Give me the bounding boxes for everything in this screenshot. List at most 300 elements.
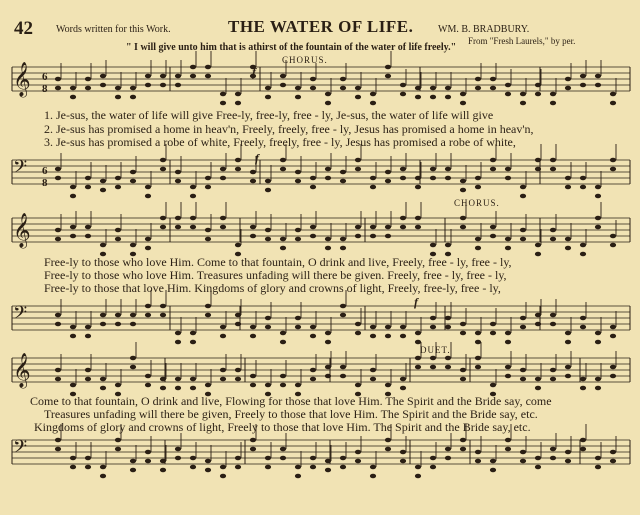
bass-clef-icon: 𝄢 bbox=[13, 437, 28, 462]
note-head bbox=[130, 356, 136, 361]
note-head bbox=[235, 92, 241, 97]
note-head bbox=[205, 304, 211, 309]
note-head bbox=[505, 92, 511, 97]
note-head bbox=[250, 438, 256, 443]
note-head bbox=[220, 465, 226, 470]
note-head bbox=[160, 74, 166, 79]
note-head bbox=[505, 340, 511, 345]
note-head bbox=[520, 325, 526, 330]
note-head bbox=[265, 228, 271, 233]
forte-dynamic: f bbox=[252, 65, 256, 79]
lyric-line: 2. Je-sus has promised a home in heav'n, Freely, freely, free - ly, Jesus has promised a home in heav'n, bbox=[44, 122, 534, 136]
note-head bbox=[445, 316, 451, 321]
note-head bbox=[130, 86, 136, 91]
note-head bbox=[85, 368, 91, 373]
note-head bbox=[130, 468, 136, 473]
note-head bbox=[280, 246, 286, 251]
note-head bbox=[355, 383, 361, 388]
note-head bbox=[130, 179, 136, 184]
note-head bbox=[205, 228, 211, 233]
note-head bbox=[70, 234, 76, 239]
note-head bbox=[400, 325, 406, 330]
note-head bbox=[100, 474, 106, 479]
note-head bbox=[100, 377, 106, 382]
note-head bbox=[85, 377, 91, 382]
note-head bbox=[235, 158, 241, 163]
note-head bbox=[175, 170, 181, 175]
note-head bbox=[340, 374, 346, 379]
note-head bbox=[145, 459, 151, 464]
lyric-line: Free-ly to those that love Him. Kingdoms of glory and crowns of light, Freely, free-ly, free - ly, bbox=[44, 281, 501, 295]
note-head bbox=[100, 322, 106, 327]
note-head bbox=[610, 167, 616, 172]
note-head bbox=[310, 368, 316, 373]
note-head bbox=[505, 246, 511, 251]
note-head bbox=[610, 325, 616, 330]
note-head bbox=[415, 95, 421, 100]
note-head bbox=[310, 325, 316, 330]
note-head bbox=[370, 334, 376, 339]
note-head bbox=[550, 322, 556, 327]
note-head bbox=[160, 313, 166, 318]
note-head bbox=[355, 95, 361, 100]
note-head bbox=[370, 176, 376, 181]
note-head bbox=[70, 334, 76, 339]
note-head bbox=[310, 176, 316, 181]
note-head bbox=[460, 368, 466, 373]
note-head bbox=[520, 377, 526, 382]
note-head bbox=[535, 92, 541, 97]
note-head bbox=[70, 325, 76, 330]
note-head bbox=[295, 179, 301, 184]
note-head bbox=[535, 456, 541, 461]
note-head bbox=[130, 365, 136, 370]
note-head bbox=[310, 86, 316, 91]
note-head bbox=[385, 438, 391, 443]
note-head bbox=[415, 474, 421, 479]
note-head bbox=[610, 374, 616, 379]
note-head bbox=[400, 225, 406, 230]
note-head bbox=[310, 225, 316, 230]
note-head bbox=[340, 179, 346, 184]
note-head bbox=[85, 234, 91, 239]
note-head bbox=[460, 322, 466, 327]
note-head bbox=[505, 374, 511, 379]
note-head bbox=[55, 313, 61, 318]
note-head bbox=[430, 243, 436, 248]
clefs bbox=[13, 62, 31, 462]
note-head bbox=[175, 377, 181, 382]
note-head bbox=[265, 383, 271, 388]
note-head bbox=[400, 83, 406, 88]
duet-marker: DUET. bbox=[420, 345, 451, 355]
note-head bbox=[610, 158, 616, 163]
note-head bbox=[280, 340, 286, 345]
note-head bbox=[55, 447, 61, 452]
note-head bbox=[115, 228, 121, 233]
note-head bbox=[295, 95, 301, 100]
note-head bbox=[205, 176, 211, 181]
note-head bbox=[595, 194, 601, 199]
note-head bbox=[250, 179, 256, 184]
note-head bbox=[115, 86, 121, 91]
note-head bbox=[460, 331, 466, 336]
note-head bbox=[505, 447, 511, 452]
note-head bbox=[85, 185, 91, 190]
note-head bbox=[280, 158, 286, 163]
note-head bbox=[595, 225, 601, 230]
note-head bbox=[100, 313, 106, 318]
note-head bbox=[100, 188, 106, 193]
note-head bbox=[115, 185, 121, 190]
lyric-line: 1. Je-sus, the water of life will give Free-ly, free-ly, free - ly, Je-sus, the water of life will give bbox=[44, 108, 494, 122]
note-head bbox=[235, 243, 241, 248]
note-head bbox=[400, 377, 406, 382]
note-head bbox=[175, 447, 181, 452]
hymn-title: THE WATER OF LIFE. bbox=[228, 17, 414, 36]
note-head bbox=[610, 459, 616, 464]
note-head bbox=[145, 74, 151, 79]
note-head bbox=[415, 356, 421, 361]
note-head bbox=[430, 86, 436, 91]
note-head bbox=[250, 234, 256, 239]
note-head bbox=[295, 325, 301, 330]
note-head bbox=[220, 474, 226, 479]
note-head bbox=[445, 456, 451, 461]
note-head bbox=[115, 383, 121, 388]
note-head bbox=[565, 459, 571, 464]
note-head bbox=[325, 237, 331, 242]
note-head bbox=[235, 465, 241, 470]
note-head bbox=[370, 377, 376, 382]
note-head bbox=[160, 386, 166, 391]
note-head bbox=[580, 386, 586, 391]
note-head bbox=[355, 322, 361, 327]
note-head bbox=[475, 237, 481, 242]
note-head bbox=[550, 368, 556, 373]
note-head bbox=[370, 101, 376, 106]
note-head bbox=[580, 438, 586, 443]
bass-clef-icon: 𝄢 bbox=[13, 303, 28, 328]
note-head bbox=[220, 225, 226, 230]
note-head bbox=[460, 377, 466, 382]
note-head bbox=[475, 356, 481, 361]
note-head bbox=[85, 176, 91, 181]
note-head bbox=[400, 176, 406, 181]
note-head bbox=[70, 86, 76, 91]
note-head bbox=[445, 365, 451, 370]
note-head bbox=[145, 185, 151, 190]
note-head bbox=[595, 331, 601, 336]
note-head bbox=[610, 234, 616, 239]
note-head bbox=[325, 331, 331, 336]
note-head bbox=[385, 74, 391, 79]
note-head bbox=[475, 450, 481, 455]
note-head bbox=[160, 167, 166, 172]
note-head bbox=[445, 167, 451, 172]
note-head bbox=[265, 456, 271, 461]
note-head bbox=[355, 459, 361, 464]
note-head bbox=[520, 450, 526, 455]
note-head bbox=[550, 158, 556, 163]
note-head bbox=[520, 194, 526, 199]
note-head bbox=[145, 237, 151, 242]
note-head bbox=[520, 237, 526, 242]
note-head bbox=[595, 216, 601, 221]
note-head bbox=[100, 179, 106, 184]
note-head bbox=[205, 383, 211, 388]
note-head bbox=[190, 74, 196, 79]
note-head bbox=[70, 456, 76, 461]
note-head bbox=[385, 325, 391, 330]
note-head bbox=[280, 74, 286, 79]
note-head bbox=[115, 176, 121, 181]
note-head bbox=[430, 356, 436, 361]
note-head bbox=[250, 334, 256, 339]
lyric-line: Come to that fountain, O drink and live, Flowing for those that love Him. The Spirit and the Bride say, come bbox=[30, 394, 552, 408]
note-head bbox=[595, 377, 601, 382]
note-head bbox=[595, 456, 601, 461]
note-head bbox=[145, 383, 151, 388]
note-head bbox=[175, 179, 181, 184]
note-head bbox=[475, 459, 481, 464]
note-head bbox=[175, 74, 181, 79]
note-head bbox=[595, 465, 601, 470]
note-head bbox=[460, 188, 466, 193]
note-head bbox=[415, 185, 421, 190]
note-head bbox=[505, 438, 511, 443]
note-head bbox=[55, 86, 61, 91]
note-head bbox=[400, 216, 406, 221]
note-head bbox=[190, 456, 196, 461]
note-head bbox=[565, 86, 571, 91]
note-head bbox=[565, 450, 571, 455]
note-head bbox=[460, 447, 466, 452]
note-head bbox=[565, 374, 571, 379]
note-head bbox=[220, 216, 226, 221]
note-head bbox=[160, 468, 166, 473]
note-head bbox=[460, 438, 466, 443]
note-head bbox=[385, 179, 391, 184]
note-head bbox=[595, 340, 601, 345]
note-head bbox=[535, 377, 541, 382]
note-head bbox=[250, 225, 256, 230]
lyric-line: Free-ly to those who love Him. Come to that fountain, O drink and live, Freely, free - ly, free - ly, bbox=[44, 255, 512, 269]
note-head bbox=[490, 234, 496, 239]
note-head bbox=[280, 237, 286, 242]
note-head bbox=[610, 101, 616, 106]
note-head bbox=[610, 92, 616, 97]
note-head bbox=[355, 167, 361, 172]
note-head bbox=[220, 167, 226, 172]
note-head bbox=[565, 176, 571, 181]
note-head bbox=[550, 167, 556, 172]
note-head bbox=[310, 234, 316, 239]
note-head bbox=[325, 101, 331, 106]
note-head bbox=[145, 304, 151, 309]
note-head bbox=[490, 86, 496, 91]
note-head bbox=[445, 356, 451, 361]
note-head bbox=[370, 465, 376, 470]
note-head bbox=[175, 216, 181, 221]
time-signature-bottom: 8 bbox=[42, 83, 48, 95]
note-head bbox=[340, 170, 346, 175]
note-head bbox=[505, 176, 511, 181]
note-head bbox=[370, 185, 376, 190]
note-head bbox=[415, 331, 421, 336]
lyric-line: Kingdoms of glory and crowns of light, Freely to those that love Him. The Spirit and the Bride say, etc. bbox=[34, 420, 531, 434]
note-head bbox=[235, 456, 241, 461]
note-head bbox=[580, 316, 586, 321]
note-head bbox=[520, 316, 526, 321]
note-head bbox=[205, 313, 211, 318]
note-head bbox=[460, 101, 466, 106]
note-head bbox=[580, 252, 586, 257]
note-head bbox=[475, 176, 481, 181]
note-head bbox=[340, 456, 346, 461]
note-head bbox=[280, 374, 286, 379]
note-head bbox=[145, 313, 151, 318]
note-head bbox=[70, 383, 76, 388]
note-head bbox=[490, 468, 496, 473]
note-head bbox=[160, 225, 166, 230]
note-head bbox=[295, 474, 301, 479]
note-head bbox=[250, 325, 256, 330]
note-head bbox=[115, 438, 121, 443]
note-head bbox=[415, 225, 421, 230]
note-head bbox=[205, 185, 211, 190]
note-head bbox=[400, 459, 406, 464]
note-head bbox=[580, 176, 586, 181]
note-head bbox=[190, 386, 196, 391]
note-head bbox=[235, 101, 241, 106]
note-head bbox=[475, 246, 481, 251]
note-head bbox=[235, 368, 241, 373]
note-head bbox=[430, 95, 436, 100]
note-head bbox=[325, 92, 331, 97]
note-head bbox=[295, 237, 301, 242]
note-head bbox=[250, 170, 256, 175]
note-head bbox=[220, 101, 226, 106]
note-head bbox=[340, 365, 346, 370]
note-head bbox=[55, 167, 61, 172]
note-head bbox=[535, 243, 541, 248]
note-head bbox=[430, 465, 436, 470]
note-head bbox=[280, 167, 286, 172]
note-head bbox=[475, 86, 481, 91]
note-head bbox=[115, 237, 121, 242]
note-head bbox=[490, 225, 496, 230]
note-head bbox=[565, 237, 571, 242]
note-head bbox=[370, 92, 376, 97]
note-head bbox=[310, 77, 316, 82]
note-head bbox=[445, 86, 451, 91]
note-head bbox=[595, 74, 601, 79]
note-head bbox=[295, 465, 301, 470]
note-head bbox=[580, 83, 586, 88]
note-head bbox=[415, 216, 421, 221]
note-head bbox=[175, 340, 181, 345]
note-head bbox=[475, 77, 481, 82]
note-head bbox=[610, 243, 616, 248]
note-head bbox=[220, 325, 226, 330]
note-head bbox=[490, 331, 496, 336]
treble-clef-icon: 𝄞 bbox=[13, 213, 31, 248]
note-head bbox=[370, 368, 376, 373]
note-head bbox=[310, 465, 316, 470]
note-head bbox=[610, 334, 616, 339]
note-head bbox=[280, 383, 286, 388]
note-head bbox=[400, 334, 406, 339]
note-head bbox=[115, 313, 121, 318]
note-head bbox=[280, 447, 286, 452]
note-head bbox=[220, 334, 226, 339]
lyric-line: Free-ly to those who love Him. Treasures unfading will there be given. Freely, free - ly, free - ly, bbox=[44, 268, 507, 282]
composer-credit: WM. B. BRADBURY. bbox=[438, 24, 530, 35]
note-head bbox=[370, 325, 376, 330]
note-head bbox=[385, 234, 391, 239]
note-head bbox=[355, 158, 361, 163]
note-head bbox=[580, 447, 586, 452]
note-head bbox=[295, 316, 301, 321]
note-head bbox=[340, 237, 346, 242]
note-head bbox=[85, 334, 91, 339]
note-head bbox=[565, 185, 571, 190]
note-head bbox=[550, 447, 556, 452]
note-head bbox=[190, 340, 196, 345]
note-head bbox=[550, 313, 556, 318]
note-head bbox=[580, 74, 586, 79]
note-head bbox=[475, 365, 481, 370]
time-signature-bottom: 8 bbox=[42, 177, 48, 189]
note-head bbox=[580, 325, 586, 330]
note-head bbox=[475, 340, 481, 345]
forte-dynamic: f bbox=[255, 151, 259, 165]
note-head bbox=[550, 228, 556, 233]
chorus-marker-2: CHORUS. bbox=[454, 198, 500, 208]
note-head bbox=[445, 447, 451, 452]
note-head bbox=[190, 225, 196, 230]
note-head bbox=[595, 185, 601, 190]
note-head bbox=[190, 377, 196, 382]
note-head bbox=[595, 83, 601, 88]
note-head bbox=[340, 313, 346, 318]
note-head bbox=[205, 468, 211, 473]
note-head bbox=[220, 176, 226, 181]
note-head bbox=[190, 331, 196, 336]
note-head bbox=[265, 237, 271, 242]
note-head bbox=[490, 77, 496, 82]
note-head bbox=[580, 377, 586, 382]
treble-clef-icon: 𝄞 bbox=[13, 353, 31, 388]
note-head bbox=[445, 325, 451, 330]
note-head bbox=[265, 188, 271, 193]
note-head bbox=[490, 322, 496, 327]
note-head bbox=[565, 331, 571, 336]
note-head bbox=[265, 95, 271, 100]
note-head bbox=[100, 83, 106, 88]
note-head bbox=[550, 92, 556, 97]
note-head bbox=[130, 322, 136, 327]
note-head bbox=[550, 237, 556, 242]
note-head bbox=[190, 216, 196, 221]
note-head bbox=[115, 447, 121, 452]
note-head bbox=[190, 65, 196, 70]
note-head bbox=[100, 74, 106, 79]
note-head bbox=[385, 334, 391, 339]
note-head bbox=[370, 234, 376, 239]
note-head bbox=[205, 459, 211, 464]
